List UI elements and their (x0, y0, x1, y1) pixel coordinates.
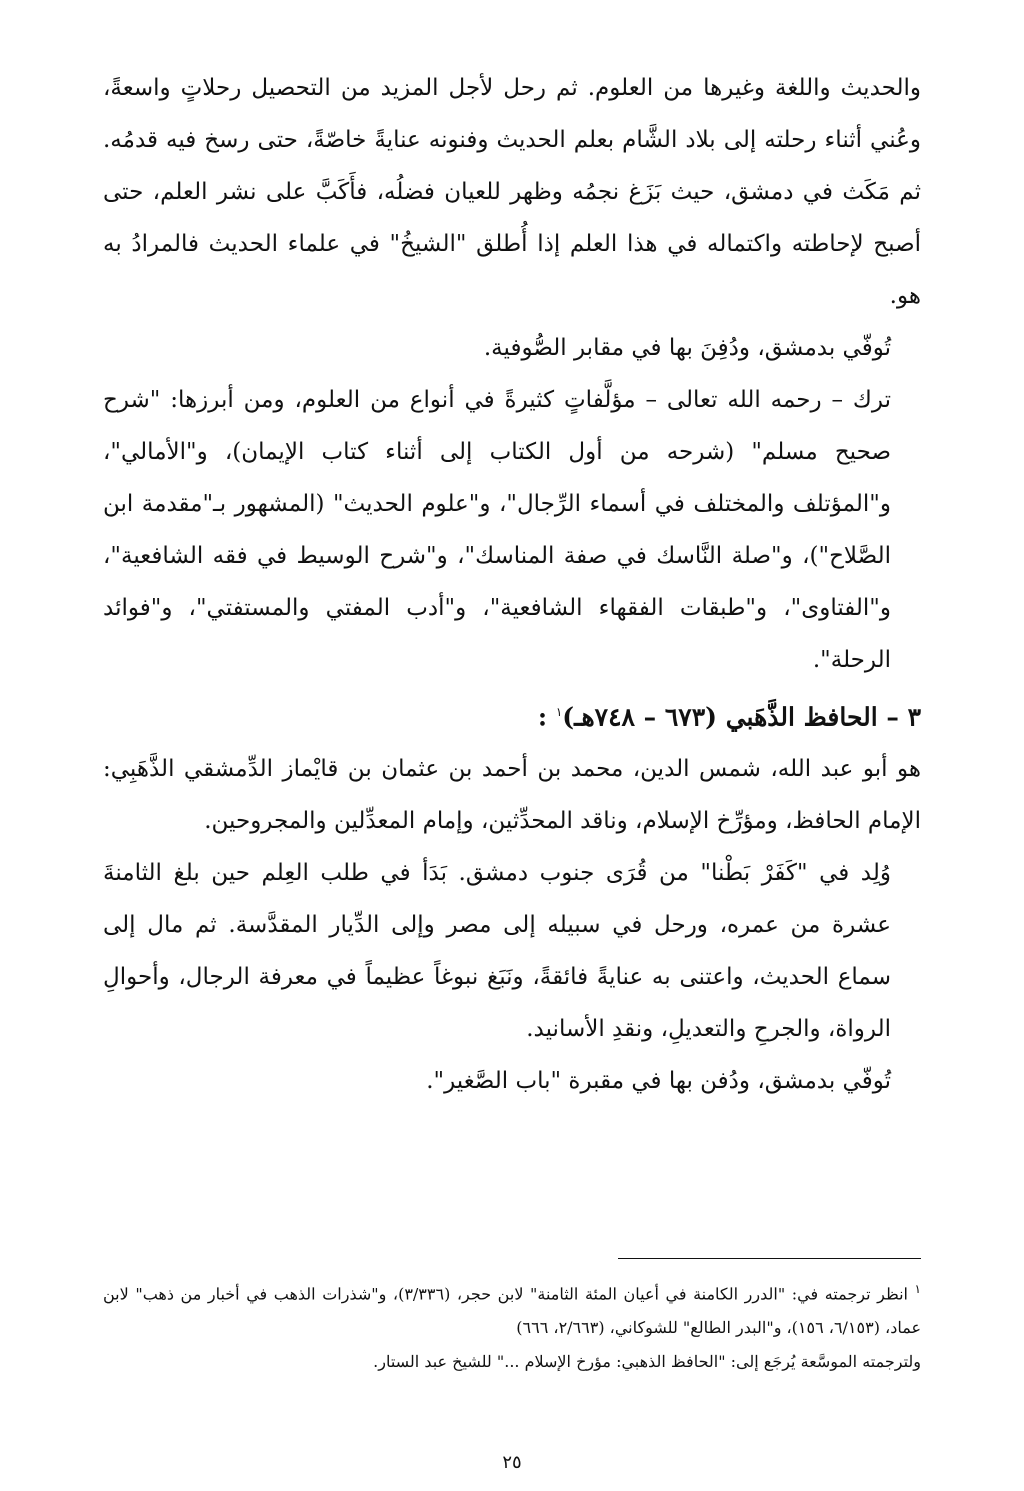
footnotes (103, 1272, 921, 1379)
paragraph-identity: هو أبو عبد الله، شمس الدين، محمد بن أحمد بن عثمان بن قايْماز الدِّمشقي الذَّهَبِي: الإمام الحافظ، ومؤرِّخ الإسلام، وناقد المحدِّثين، وإمام المعدِّلين والمجروحين. (103, 756, 921, 835)
footnote-reference[interactable]: ١ (555, 705, 563, 719)
footnote-1 (103, 1272, 921, 1345)
footnote-1-text: انظر ترجمته في: "الدرر الكامنة في أعيان المئة الثامنة" لابن حجر، (٣/٣٣٦)، و"شذرات الذهب في أخبار من ذهب" لابن عماد، (٦/١٥٣، ١٥٦)، و"البدر الطالع" للشوكاني، (٢/٦٦٣، ٦٦٦) (103, 1284, 921, 1338)
section-heading-title: ٣ – الحافظ الذَّهَبي (٦٧٣ – ٧٤٨هـ) (562, 702, 921, 732)
paragraph-death: تُوفّي بدمشق، ودُفِنَ بها في مقابر الصُّوفية. (483, 335, 891, 361)
footnote-1-continued: ولترجمته الموسَّعة يُرجَع إلى: "الحافظ الذهبي: مؤرخ الإسلام ..." للشيخ عبد الستار. (373, 1352, 921, 1372)
section-heading-colon: : (537, 702, 548, 732)
footnote-marker: ١ (914, 1282, 921, 1296)
paragraph-works: ترك – رحمه الله تعالى – مؤلَّفاتٍ كثيرةً في أنواع من العلوم، ومن أبرزها: "شرح صحيح مسلم" (شرحه من أول الكتاب إلى أثناء كتاب الإيمان)، و"الأمالي"، و"المؤتلف والمختلف في أسماء الرِّجال"، و"علوم الحديث" (المشهور بـ"مقدمة ابن الصَّلاح")، و"صلة النَّاسك في صفة المناسك"، و"شرح الوسيط في فقه الشافعية"، و"الفتاوى"، و"طبقات الفقهاء الشافعية"، و"أدب المفتي والمستفتي"، و"فوائد الرحلة". (103, 387, 891, 673)
paragraph-birth-study: وُلِد في "كَفَرْ بَطْنا" من قُرَى جنوب دمشق. بَدَأ في طلب العِلم حين بلغ الثامنةَ عشرة من عمره، ورحل في سبيله إلى مصر وإلى الدِّيار المقدَّسة. ثم مال إلى سماع الحديث، واعتنى به عنايةً فائقةً، ونَبَغ نبوغاً عظيماً في معرفة الرجال، وأحوالِ الرواة، والجرحِ والتعديلِ، ونقدِ الأسانيد. (103, 860, 892, 1043)
paragraph-biography-continued: والحديث واللغة وغيرها من العلوم. ثم رحل لأجل المزيد من التحصيل رحلاتٍ واسعةً، وعُني أثناء رحلته إلى بلاد الشَّام بعلم الحديث وفنونه عنايةً خاصّةً، حتى رسخ فيه قدمُه. ثم مَكَث في دمشق، حيث بَزَغ نجمُه وظهر للعيان فضلُه، فأَكَبَّ على نشر العلم، حتى أصبح لإحاطته واكتماله في هذا العلم إذا أُطلق "الشيخُ" في علماء الحديث فالمرادُ به هو. (103, 75, 921, 309)
main-text (103, 62, 921, 1107)
footnote-divider (618, 1258, 921, 1259)
section-heading (103, 686, 921, 743)
paragraph-death-2: تُوفّي بدمشق، ودُفن بها في مقبرة "باب الصَّغير". (426, 1068, 891, 1095)
page-number: ٢٥ (502, 1452, 522, 1473)
